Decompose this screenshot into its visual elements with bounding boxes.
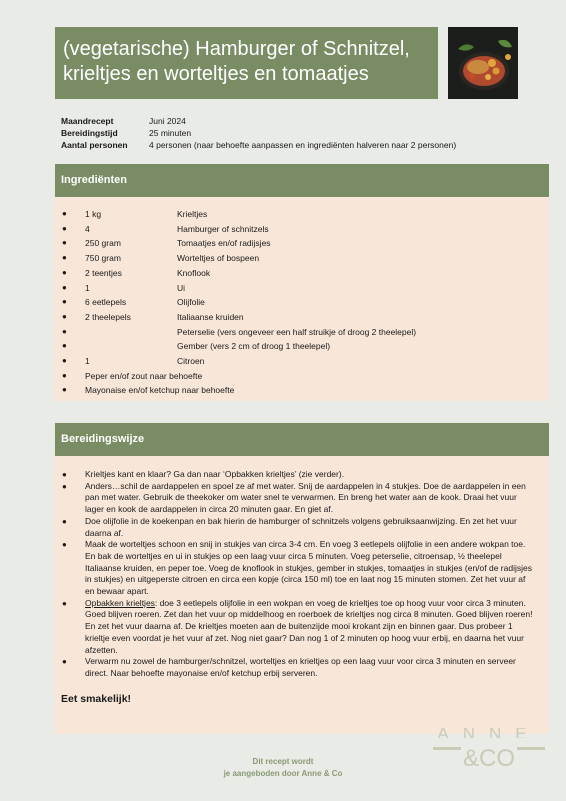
- ingredient-name: Gember (vers 2 cm of droog 1 theelepel): [177, 341, 331, 352]
- ingredients-list: [55, 197, 549, 398]
- ingredient-qty: 2 theelepels: [85, 311, 131, 322]
- ingredient-qty: 1: [85, 282, 90, 293]
- step-text: Doe olijfolie in de koekenpan en bak hierin de hamburger of schnitzels volgens gebruiksaanwijzing. En zet het vuur daarna af.: [85, 515, 517, 538]
- closing-text: Eet smakelijk!: [61, 692, 132, 705]
- ingredient-qty: 1: [85, 356, 90, 367]
- ingredient-name: Krieltjes: [177, 209, 208, 219]
- ingredients-panel: [55, 197, 549, 401]
- recipe-meta: [61, 115, 456, 151]
- meta-value: 25 minuten: [149, 128, 192, 138]
- list-item: ● Peterselie (vers ongeveer een half struikje of droog 2 theelepel): [55, 325, 549, 340]
- step-text: Verwarm nu zowel de hamburger/schnitzel, worteltjes en krieltjes op een laag vuur voor circa 3 minuten en serveer direct. Naar behoefte mayonaise en/of ketchup erbij serveren.: [85, 656, 516, 678]
- list-item: ● 2 theelepels Italiaanse kruiden: [55, 310, 549, 325]
- step-body: : doe 3 eetlepels olijfolie in een wokpan en voeg de krieltjes toe op hoog vuur voor circa 3 minuten. Goed blijven roeren. Zet dan het vuur op middelhoog en roerboek de krieltjes nog circa 8 minuten. Goed blijven roeren! En zet het vuur daarna af. De krieltjes moeten aan de buitenzijde mooi krokant zijn en binnen gaar. Dus probeer 1 krieltje even voordat je het vuur af zet. Nog niet gaar? Dan nog 1 of 2 minuten op hoog vuur erbij, en daarna het vuur afzetten.: [85, 597, 533, 655]
- ingredient-name: Italiaanse kruiden: [177, 311, 244, 322]
- meta-value: 4 personen (naar behoefte aanpassen en ingrediënten halveren naar 2 personen): [149, 140, 457, 150]
- meta-row-time: [61, 127, 456, 139]
- ingredient-name: Knoflook: [177, 267, 211, 278]
- list-item: ● Mayonaise en/of ketchup naar behoefte: [55, 383, 549, 398]
- preparation-steps: [55, 456, 549, 680]
- list-item: ● Krieltjes kant en klaar? Ga dan naar ‘Opbakken krieltjes’ (zie verder).: [55, 469, 535, 481]
- step-label: Opbakken krieltjes: [85, 597, 155, 608]
- brand-logo-main: &CO: [462, 745, 515, 772]
- list-item: ● Maak de worteltjes schoon en snij in stukjes van circa 3-4 cm. En voeg 3 eetlepels olijfolie in een andere wokpan toe. En bak de worteltjes en ui in stukjes op een laag vuur circa 5 minuten. Voeg peterselie, citroensap, ½ theelepel Italiaanse kruiden, en peper toe. Voeg de knoflook in stukjes, gember in stukjes, tomaatjes in stukjes (en/of de radijsjes in stukjes) en uitgeperste citroen en circa een kopje (circa 150 ml) toe en laat nog 15 minuten stomen. Zet het vuur af en bewaar apart.: [55, 539, 535, 598]
- list-item: ● Verwarm nu zowel de hamburger/schnitzel, worteltjes en krieltjes op een laag vuur voor circa 3 minuten en serveer direct. Naar behoefte mayonaise en/of ketchup erbij serveren.: [55, 656, 535, 679]
- brand-logo-top: ANNE: [437, 728, 541, 738]
- list-item: ● 250 gram Tomaatjes en/of radijsjes: [55, 236, 549, 251]
- ingredient-qty: 250 gram: [85, 238, 121, 249]
- meta-value: Juni 2024: [149, 116, 186, 126]
- step-text: Krieltjes kant en klaar? Ga dan naar ‘Opbakken krieltjes’ (zie verder).: [85, 469, 345, 479]
- list-item: ● Doe olijfolie in de koekenpan en bak hierin de hamburger of schnitzels volgens gebruiksaanwijzing. En zet het vuur daarna af.: [55, 516, 535, 539]
- ingredient-name: Ui: [177, 282, 186, 293]
- meta-row-month: [61, 115, 456, 127]
- ingredient-name: Worteltjes of bospeen: [177, 253, 260, 264]
- step-text: Maak de worteltjes schoon en snij in stukjes van circa 3-4 cm. En voeg 3 eetlepels olijfolie in een andere wokpan toe. En bak de worteltjes en ui in stukjes op een laag vuur circa 5 minuten. Voeg peterselie, citroensap, ½ theelepel Italiaanse kruiden, en peper toe. Voeg de knoflook in stukjes, gember in stukjes, tomaatjes in stukjes (en/of de radijsjes in stukjes) en uitgeperste citroen en circa een kopje (circa 150 ml) toe en laat nog 15 minuten stomen. Zet het vuur af en bewaar apart.: [85, 539, 532, 597]
- list-item: ● 2 teentjes Knoflook: [55, 266, 549, 281]
- ingredient-qty: 4: [85, 223, 90, 234]
- list-item: ● Opbakken krieltjes: doe 3 eetlepels olijfolie in een wokpan en voeg de krieltjes toe op hoog vuur voor circa 3 minuten. Goed blijven roeren. Zet dan het vuur op middelhoog en roerboek de krieltjes nog circa 8 minuten. Goed blijven roeren! En zet het vuur daarna af. De krieltjes moeten aan de buitenzijde mooi krokant zijn en binnen gaar. Dus probeer 1 krieltje even voordat je het vuur af zet. Nog niet gaar? Dan nog 1 of 2 minuten op hoog vuur erbij, en daarna het vuur afzetten.: [55, 598, 535, 657]
- ingredients-heading: Ingrediënten: [55, 164, 549, 197]
- footer-line: je aangeboden door Anne & Co: [223, 769, 343, 778]
- ingredient-name: Peterselie (vers ongeveer een half struikje of droog 2 theelepel): [177, 326, 417, 337]
- meta-label: Maandrecept: [61, 116, 114, 126]
- meta-label: Aantal personen: [61, 140, 128, 150]
- step-text: [85, 598, 535, 657]
- list-item: ● Anders…schil de aardappelen en spoel ze af met water. Snij de aardappelen in 4 stukjes. Doe de aardappelen in een pan met water. Gebruik de theekoker om water snel te verwarmen. En breng het water aan de kook. Draai het vuur lager en kook de aardappelen in circa 20 minuten gaar. En giet af.: [55, 481, 535, 516]
- list-item: ● 750 gram Worteltjes of bospeen: [55, 251, 549, 266]
- list-item: ● 1 Ui: [55, 281, 549, 296]
- ingredient-qty: 2 teentjes: [85, 267, 122, 278]
- list-item: ● Peper en/of zout naar behoefte: [55, 369, 549, 384]
- list-item: ● 6 eetlepels Olijfolie: [55, 295, 549, 310]
- ingredient-qty: [85, 339, 177, 354]
- ingredient-name: Hamburger of schnitzels: [177, 223, 269, 234]
- ingredient-name: Olijfolie: [177, 297, 205, 308]
- step-text: Anders…schil de aardappelen en spoel ze af met water. Snij de aardappelen in 4 stukjes. Doe de aardappelen in een pan met water. Gebruik de theekoker om water snel te verwarmen. En breng het water aan de kook. Draai het vuur lager en kook de aardappelen in circa 20 minuten gaar. En giet af.: [85, 480, 526, 515]
- recipe-title: (vegetarische) Hamburger of Schnitzel, krieltjes en worteltjes en tomaatjes: [55, 27, 438, 99]
- ingredient-qty: 6 eetlepels: [85, 297, 127, 308]
- footer-credit: [190, 756, 376, 780]
- ingredient-name: Tomaatjes en/of radijsjes: [177, 238, 271, 249]
- list-item: ● 4 Hamburger of schnitzels: [55, 222, 549, 237]
- meta-row-servings: [61, 139, 456, 151]
- dish-photo: [448, 27, 518, 99]
- ingredient-qty: 1 kg: [85, 209, 102, 219]
- preparation-heading: Bereidingswijze: [55, 423, 549, 456]
- brand-logo: [433, 728, 545, 772]
- list-item: ● 1 Citroen: [55, 354, 549, 369]
- ingredient-extra: Peper en/of zout naar behoefte: [85, 370, 203, 381]
- footer-line: Dit recept wordt: [252, 757, 314, 766]
- ingredient-extra: Mayonaise en/of ketchup naar behoefte: [85, 385, 235, 396]
- preparation-panel: [55, 456, 549, 734]
- list-item: ● Gember (vers 2 cm of droog 1 theelepel): [55, 339, 549, 354]
- meta-label: Bereidingstijd: [61, 128, 118, 138]
- ingredient-qty: 750 gram: [85, 253, 121, 264]
- ingredient-name: Citroen: [177, 356, 205, 367]
- ingredient-qty: [85, 325, 177, 340]
- list-item: ● 1 kg Krieltjes: [55, 207, 549, 222]
